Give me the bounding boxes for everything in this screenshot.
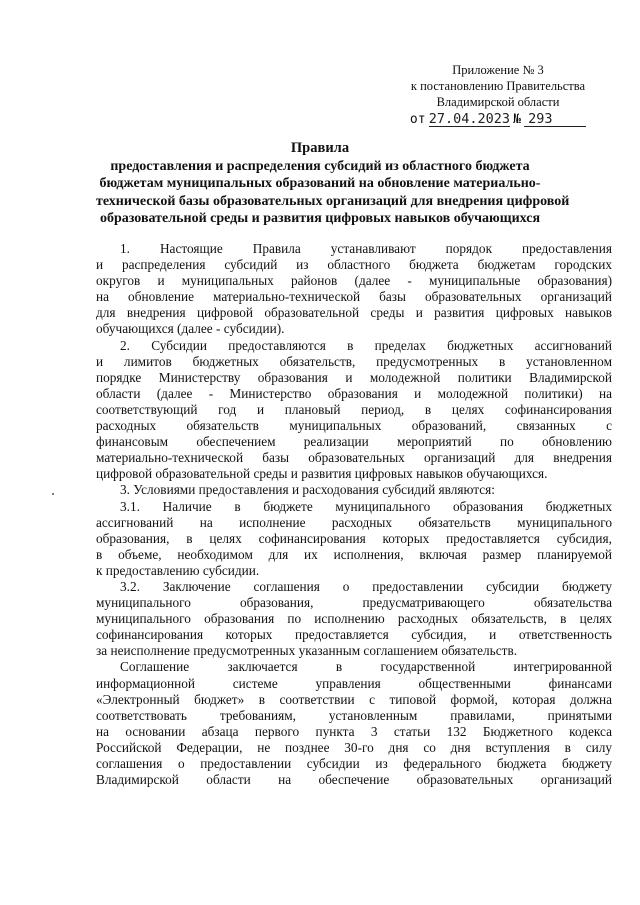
text-line: за неисполнение предусмотренных указанным соглашением обязательств.	[96, 643, 518, 659]
document-number: 293	[524, 113, 586, 127]
text-line: цифровой образовательной среды и развития цифровых навыков обучающихся.	[96, 466, 548, 482]
text-line: округов и муниципальных районов (далее - муниципальные образования)	[96, 273, 612, 289]
text-line: на основании абзаца первого пункта 3 статьи 132 Бюджетного кодекса	[96, 723, 612, 739]
scan-speck	[52, 493, 54, 495]
text-line: финансовым обеспечением реализации мероприятий по обновлению	[96, 434, 612, 450]
text-line: на обновление материально-технической базы образовательных организаций	[96, 289, 612, 305]
text-line: 3.1. Наличие в бюджете муниципального образования бюджетных	[120, 498, 612, 514]
text-line: для внедрения цифровой образовательной среды и развития цифровых навыков	[96, 305, 612, 321]
appendix-region: Владимирской области	[436, 95, 560, 109]
text-line: области (далее - Министерство образования и молодежной политики) на	[96, 385, 612, 401]
paragraph-3	[96, 482, 612, 498]
text-line: 3.2. Заключение соглашения о предоставлении субсидии бюджету	[120, 578, 612, 594]
title-heading: Правила	[290, 140, 350, 156]
text-line: соответствующий год и плановый период, в целях софинансирования	[96, 401, 612, 417]
paragraph-3-1	[96, 499, 612, 579]
text-line: информационной системе управления общественными финансами	[96, 675, 612, 691]
text-line: муниципального образования по исполнению расходных обязательств, в целях	[96, 611, 612, 627]
document-body	[96, 241, 612, 788]
paragraph-3-2	[96, 579, 612, 659]
text-line: Российской Федерации, не позднее 30-го дня со дня вступления в силу	[96, 739, 612, 755]
appendix-header	[398, 62, 598, 128]
text-line: софинансирования которых предоставляется субсидия, и ответственность	[96, 627, 612, 643]
text-line: соглашения о предоставлении субсидии из федерального бюджета бюджету	[96, 756, 612, 771]
text-line: 2. Субсидии предоставляются в пределах бюджетных ассигнований	[120, 337, 612, 353]
text-line: образования, в целях софинансирования которых предоставляется субсидия,	[96, 530, 612, 546]
text-line: «Электронный бюджет» в соответствии с типовой формой, которая должна	[96, 691, 612, 707]
paragraph-2	[96, 338, 612, 483]
text-line: ассигнований на исполнение расходных обязательств муниципального	[96, 514, 612, 530]
text-line: 1. Настоящие Правила устанавливают порядок предоставления	[120, 241, 612, 256]
text-line: к предоставлению субсидии.	[96, 562, 260, 578]
text-line: 3. Условиями предоставления и расходования субсидий являются:	[120, 482, 495, 498]
title-line: технической базы образовательных организаций для внедрения цифровой	[96, 193, 570, 209]
title-line: образовательной среды и развития цифровых навыков обучающихся	[99, 211, 541, 226]
paragraph-1	[96, 241, 612, 338]
appendix-resolution-ref: к постановлению Правительства	[410, 79, 586, 93]
document-title	[96, 140, 570, 228]
text-line: соответствовать требованиям, установленным правилами, принятыми	[96, 707, 612, 723]
text-line: и распределения субсидий из областного бюджета бюджетам городских	[96, 257, 612, 273]
text-line: расходных обязательств муниципальных образований, связанных с	[96, 418, 612, 434]
number-sign: №	[513, 112, 521, 127]
text-line: муниципального образования, предусматривающего обязательства	[96, 595, 612, 611]
date-prefix: от	[409, 112, 426, 127]
appendix-date-line	[398, 111, 598, 128]
paragraph-agreement	[96, 659, 612, 788]
text-line: Владимирской области на обеспечение образовательных организаций	[96, 772, 612, 788]
appendix-label: Приложение № 3	[452, 63, 544, 77]
text-line: порядке Министерству образования и молодежной политики Владимирской	[96, 369, 612, 385]
title-line: бюджетам муниципальных образований на обновление материально-	[99, 176, 541, 191]
text-line: в объеме, необходимом для их исполнения, включая размер планируемой	[96, 546, 612, 562]
date-value: 27.04.2023	[428, 111, 510, 127]
text-line: и лимитов бюджетных обязательств, предусмотренных в установленном	[96, 353, 612, 369]
title-line: предоставления и распределения субсидий из областного бюджета	[110, 158, 530, 174]
text-line: Соглашение заключается в государственной интегрированной	[120, 659, 612, 675]
text-line: материально-технической базы образовательных организаций для внедрения	[96, 450, 612, 466]
text-line: обучающихся (далее - субсидии).	[96, 321, 285, 337]
